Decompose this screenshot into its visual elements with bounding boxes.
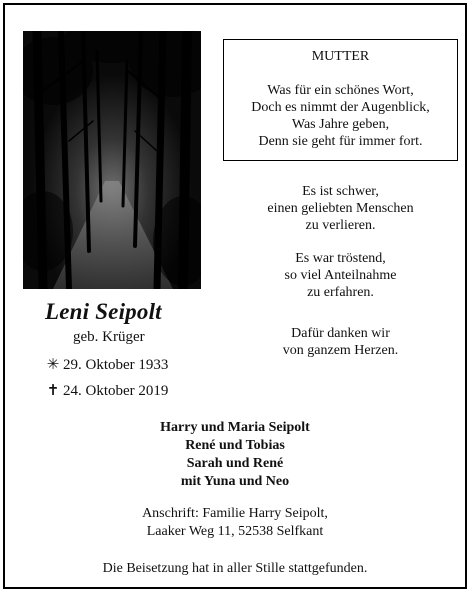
verse-line: von ganzem Herzen. bbox=[282, 343, 399, 358]
verse-3 bbox=[223, 325, 458, 359]
forest-path-photo bbox=[23, 31, 201, 289]
cross-icon: ✝ bbox=[46, 383, 60, 399]
family-list bbox=[5, 419, 465, 491]
verse-line: einen geliebten Menschen bbox=[267, 201, 414, 216]
birth-name: geb. Krüger bbox=[73, 329, 145, 345]
family-line: René und Tobias bbox=[185, 438, 285, 453]
poem-title: MUTTER bbox=[311, 49, 370, 64]
obituary-notice bbox=[3, 3, 467, 589]
verse-2 bbox=[223, 250, 458, 301]
verse-1 bbox=[223, 183, 458, 234]
family-line: Harry und Maria Seipolt bbox=[160, 420, 310, 435]
poem-line: Was für ein schönes Wort, bbox=[267, 83, 414, 98]
address-line: Laaker Weg 11, 52538 Selfkant bbox=[146, 524, 324, 539]
verse-line: Es ist schwer, bbox=[302, 184, 379, 199]
family-line: Sarah und René bbox=[186, 456, 284, 471]
family-line: mit Yuna und Neo bbox=[180, 474, 290, 489]
poem-box bbox=[223, 39, 458, 161]
verse-line: Es war tröstend, bbox=[295, 251, 386, 266]
verse-line: zu erfahren. bbox=[307, 285, 374, 300]
death-date-text: 24. Oktober 2019 bbox=[63, 383, 169, 399]
death-date bbox=[45, 381, 168, 400]
poem-line: Was Jahre geben, bbox=[291, 117, 390, 132]
address bbox=[5, 505, 465, 541]
verse-line: zu verlieren. bbox=[305, 218, 376, 233]
address-line: Anschrift: Familie Harry Seipolt, bbox=[142, 506, 328, 521]
poem-line: Denn sie geht für immer fort. bbox=[258, 134, 423, 149]
poem-line: Doch es nimmt der Augenblick, bbox=[251, 100, 430, 115]
verse-line: so viel Anteilnahme bbox=[284, 268, 397, 283]
star-icon: ✳ bbox=[46, 357, 60, 373]
deceased-name: Leni Seipolt bbox=[45, 299, 162, 324]
verse-line: Dafür danken wir bbox=[291, 326, 390, 341]
birth-date-text: 29. Oktober 1933 bbox=[63, 357, 169, 373]
birth-date bbox=[45, 355, 168, 374]
funeral-note: Die Beisetzung hat in aller Stille stattgefunden. bbox=[102, 561, 368, 576]
